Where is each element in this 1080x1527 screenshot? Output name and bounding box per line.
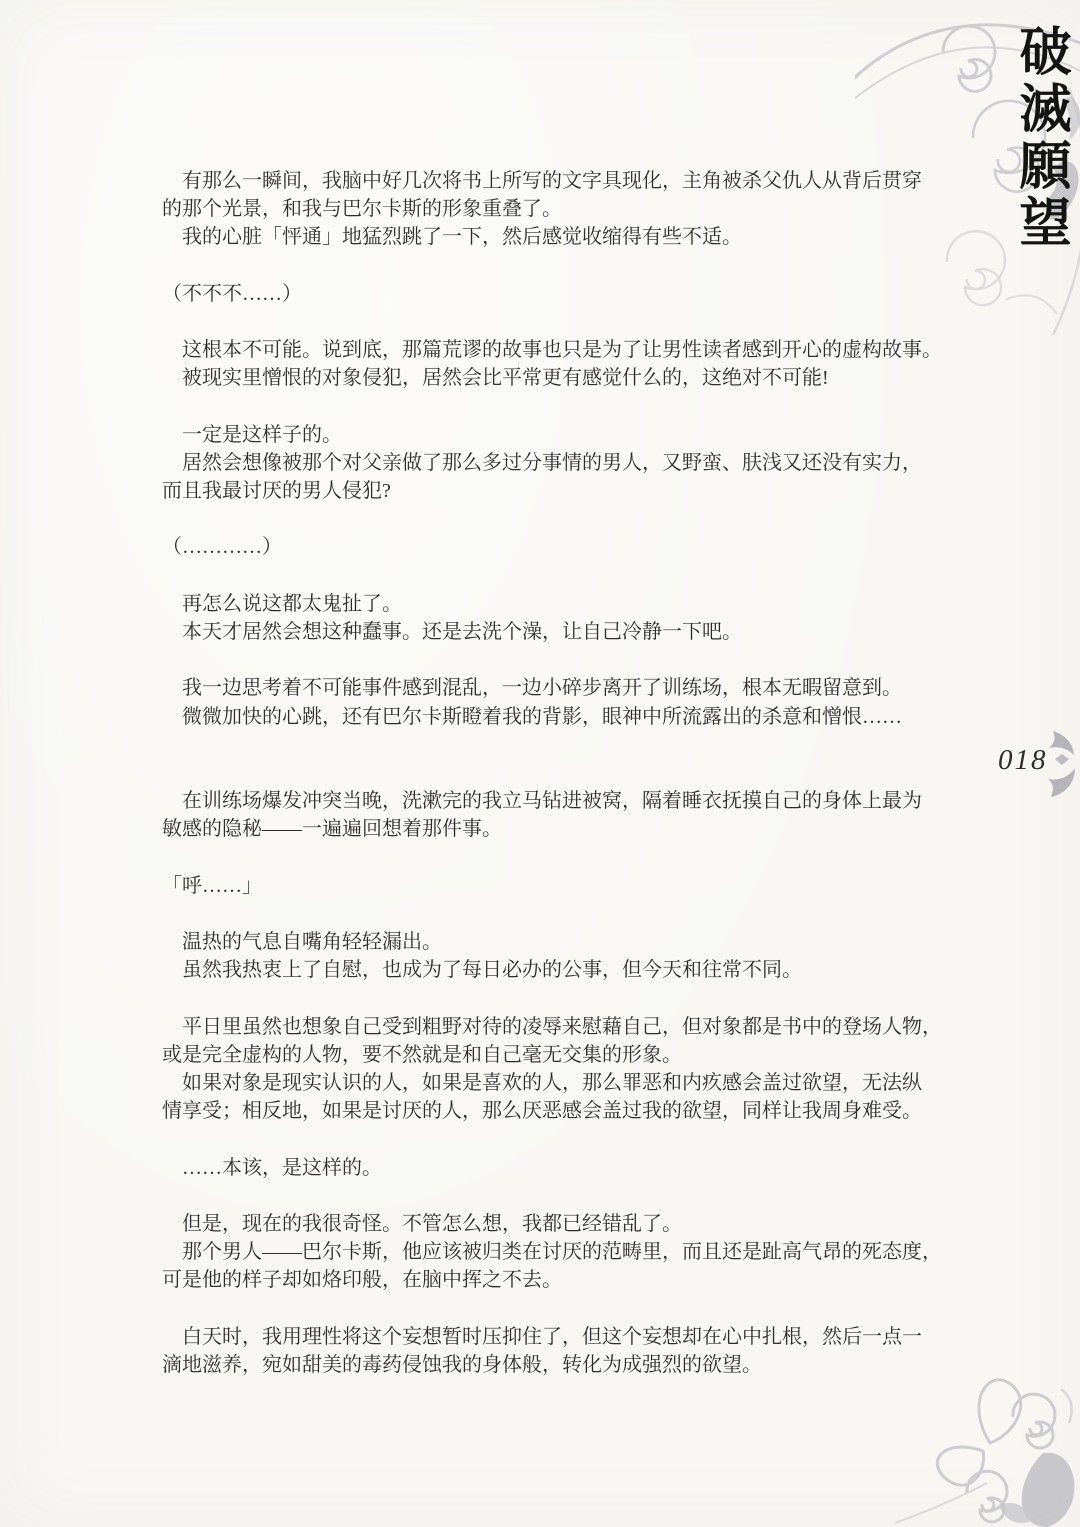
text-block	[162, 1013, 952, 1126]
text-block	[162, 1323, 952, 1379]
corner-flourish-bottom-right-icon	[895, 1355, 1080, 1527]
text-line: 的那个光景，和我与巴尔卡斯的形象重叠了。	[162, 198, 562, 221]
blank-line	[162, 1182, 952, 1210]
text-line: 微微加快的心跳，还有巴尔卡斯瞪着我的背影，眼神中所流露出的杀意和憎恨……	[182, 705, 902, 728]
paragraph	[162, 1013, 952, 1069]
text-line: 可是他的样子却如烙印般，在脑中挥之不去。	[162, 1269, 562, 1292]
text-block	[162, 421, 952, 506]
blank-line	[162, 308, 952, 336]
blank-line	[162, 393, 952, 421]
text-line: 有那么一瞬间，我脑中好几次将书上所写的文字具现化，主角被杀父仇人从背后贯穿	[182, 170, 922, 192]
text-line: 情享受；相反地，如果是讨厌的人，那么厌恶感会盖过我的欲望，同样让我周身难受。	[162, 1100, 922, 1123]
text-line: 居然会想像被那个对父亲做了那么多过分事情的男人，又野蛮、肤浅又还没有实力，	[182, 451, 922, 474]
paragraph	[162, 703, 952, 731]
paragraph	[162, 533, 952, 561]
text-block	[162, 336, 952, 392]
text-line: 但是，现在的我很奇怪。不管怎么想，我都已经错乱了。	[182, 1212, 682, 1235]
paragraph	[162, 787, 952, 843]
text-block	[162, 1210, 952, 1295]
text-line: 一定是这样子的。	[182, 423, 342, 446]
paragraph	[162, 590, 952, 618]
text-line: （…………）	[162, 536, 282, 559]
text-line: 我的心脏「怦通」地猛烈跳了一下，然后感觉收缩得有些不适。	[182, 226, 742, 249]
text-line: 如果对象是现实认识的人，如果是喜欢的人，那么罪恶和内疚感会盖过欲望，无法纵	[182, 1072, 922, 1094]
paragraph	[162, 421, 952, 449]
paragraph	[162, 280, 952, 308]
text-line: 本天才居然会想这种蠢事。还是去洗个澡，让自己冷静一下吧。	[182, 621, 742, 643]
paragraph	[162, 1238, 952, 1294]
text-line: 在训练场爆发冲突当晚，洗漱完的我立马钻进被窝，隔着睡衣抚摸自己的身体上最为	[182, 790, 922, 813]
paragraph	[162, 336, 952, 364]
text-line: 平日里虽然也想象自己受到粗野对待的凌辱来慰藉自己，但对象都是书中的登场人物，	[182, 1015, 942, 1038]
paragraph	[162, 1210, 952, 1238]
blank-line	[162, 844, 952, 872]
page-number-ornament-icon	[1046, 730, 1076, 798]
blank-line	[162, 505, 952, 533]
blank-line	[162, 731, 952, 759]
paragraph	[162, 449, 952, 505]
blank-line	[162, 900, 952, 928]
text-line: 这根本不可能。说到底，那篇荒谬的故事也只是为了让男性读者感到开心的虚构故事。	[182, 339, 942, 362]
paragraph	[162, 167, 952, 223]
text-block	[162, 787, 952, 843]
blank-line	[162, 1295, 952, 1323]
text-block	[162, 533, 952, 561]
paragraph	[162, 956, 952, 984]
text-line: 而且我最讨厌的男人侵犯?	[162, 480, 391, 503]
paragraph	[162, 1154, 952, 1182]
text-line: ……本该，是这样的。	[182, 1156, 382, 1179]
text-block	[162, 280, 952, 308]
text-line: 敏感的隐秘——一遍遍回想着那件事。	[162, 818, 502, 841]
text-line: 被现实里憎恨的对象侵犯，居然会比平常更有感觉什么的，这绝对不可能!	[182, 367, 829, 390]
text-line: 那个男人——巴尔卡斯，他应该被归类在讨厌的范畴里，而且还是趾高气昂的死态度，	[182, 1241, 942, 1264]
page-number: 018	[998, 744, 1048, 776]
blank-line	[162, 984, 952, 1012]
paragraph	[162, 872, 952, 900]
paragraph	[162, 1323, 952, 1379]
text-line: 或是完全虚构的人物，要不然就是和自己毫无交集的形象。	[162, 1043, 682, 1066]
text-line: 滴地滋养，宛如甜美的毒药侵蚀我的身体般，转化为成强烈的欲望。	[162, 1353, 762, 1376]
text-block	[162, 590, 952, 646]
text-block	[162, 167, 952, 252]
text-line: 虽然我热衷上了自慰，也成为了每日必办的公事，但今天和往常不同。	[182, 959, 802, 982]
text-block	[162, 872, 952, 900]
paragraph	[162, 618, 952, 646]
paragraph	[162, 364, 952, 392]
text-line: 再怎么说这都太鬼扯了。	[182, 592, 402, 615]
paragraph	[162, 928, 952, 956]
text-line: 温热的气息自嘴角轻轻漏出。	[182, 931, 442, 954]
text-line: 我一边思考着不可能事件感到混乱，一边小碎步离开了训练场，根本无暇留意到。	[182, 677, 902, 700]
paragraph	[162, 674, 952, 702]
book-title-vertical: 破滅願望	[1011, 24, 1068, 252]
text-block	[162, 1154, 952, 1182]
blank-line	[162, 646, 952, 674]
paragraph	[162, 1069, 952, 1125]
blank-line	[162, 252, 952, 280]
blank-line	[162, 759, 952, 787]
text-line: 「呼……」	[162, 874, 262, 897]
text-block	[162, 928, 952, 984]
blank-line	[162, 562, 952, 590]
text-block	[162, 674, 952, 730]
text-line: 白天时，我用理性将这个妄想暂时压抑住了，但这个妄想却在心中扎根，然后一点一	[182, 1325, 922, 1348]
body-text	[162, 167, 952, 1379]
text-line: （不不不……）	[162, 282, 302, 305]
paragraph	[162, 223, 952, 251]
blank-line	[162, 1125, 952, 1153]
